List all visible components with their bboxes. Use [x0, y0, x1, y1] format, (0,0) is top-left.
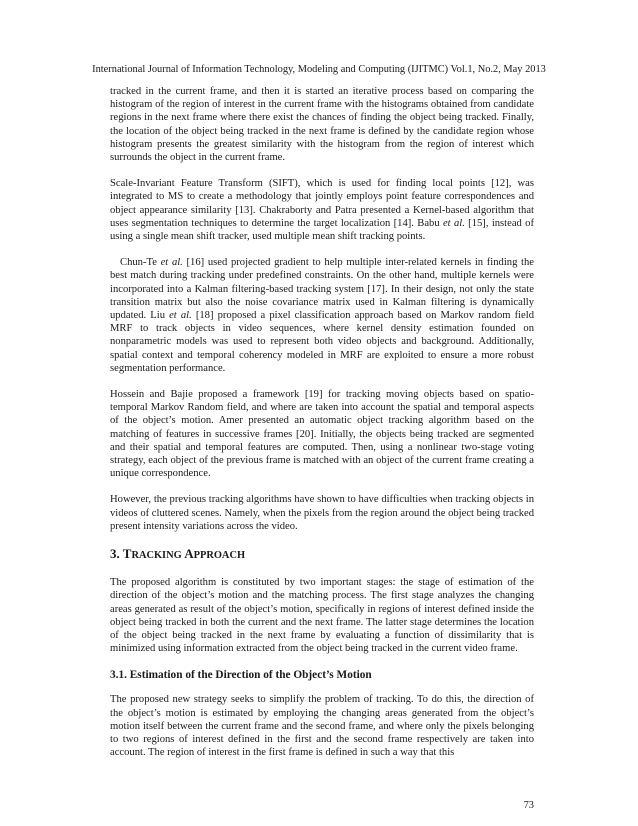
paragraph-2-text-b: [15], instead of using a single mean shift tracker, used multiple mean shift tracking points.	[110, 217, 534, 243]
section-heading	[110, 546, 534, 564]
paragraph-3	[110, 256, 534, 375]
running-header: International Journal of Information Technology, Modeling and Computing (IJITMC) Vol.1, No.2, May 2013	[92, 64, 546, 75]
paragraph-1: tracked in the current frame, and then it is started an iterative process based on comparing the histogram of the region of interest in the current frame with the histograms obtained from candidate regions in the next frame where there exist the chances of finding the object being tracked. Finally, the location of the object being tracked in the next frame is defined by the candidate region whose histogram presents the greatest similarity with the histogram from the region of interest which surrounds the object in the current frame.	[110, 86, 534, 164]
section-title-part: T	[122, 546, 132, 562]
paragraph-7: The proposed new strategy seeks to simplify the problem of tracking. To do this, the direction of the object’s motion is estimated by employing the changing areas generated from the object’s motion itself between the current frame and the second frame, and where only the pixels belonging to two regions of interest defined in the first and the second frame respectively are taken into account. The region of interest in the first frame is defined in such a way that this	[110, 694, 534, 759]
paragraph-6: The proposed algorithm is constituted by two important stages: the stage of estimation of the direction of the object’s motion and the matching process. The first stage analyzes the changing areas generated as result of the object’s motion, specifically in regions of interest defined inside the object being tracked in both the current and the next frame. The latter stage determines the location of the object being tracked in the next frame by evaluating a function of dissimilarity that is minimized using information extracted from the object being tracked in the current video frame.	[110, 577, 534, 655]
et-al-citation: et al.	[160, 257, 183, 269]
page-number: 73	[523, 800, 534, 811]
paragraph-5: However, the previous tracking algorithms have shown to have difficulties when tracking objects in videos of cluttered scenes. Namely, when the pixels from the region around the object being tracked present intensity variations across the video.	[110, 494, 534, 532]
subsection-heading: 3.1. Estimation of the Direction of the Object’s Motion	[110, 669, 372, 682]
paragraph-2-text-a: Scale-Invariant Feature Transform (SIFT), which is used for finding local points [12], was integrated to MS to create a methodology that jointly employs point feature correspondences and object appearance similarity [13]. Chakraborty and Patra presented a Kernel-based algorithm that uses segmentation techniques to determine the target localization [14]. Babu	[110, 178, 534, 229]
body-text	[110, 85, 534, 772]
et-al-citation: et al.	[442, 217, 465, 229]
section-title-part: PPROACH	[193, 550, 246, 562]
section-number: 3.	[110, 546, 123, 562]
section-title-part: RACKING	[131, 550, 185, 562]
paragraph-2	[110, 177, 534, 243]
section-title-part: A	[184, 546, 194, 562]
paragraph-3-text-a: Chun-Te	[120, 257, 161, 269]
et-al-citation: et al.	[169, 310, 192, 322]
paragraph-3-text-c: [18] proposed a pixel classification approach based on Markov random field MRF to track objects in video sequences, where kernel density estimation founded on nonparametric models was used to represent both video objects and background. Additionally, spatial context and temporal coherency modeled in MRF are exploited to ensure a more robust segmentation performance.	[110, 310, 534, 374]
paragraph-4: Hossein and Bajie proposed a framework [19] for tracking moving objects based on spatio-temporal Markov Random field, and where are taken into account the spatial and temporal aspects of the object’s motion. Amer presented an automatic object tracking algorithm based on the matching of features in successive frames [20]. Initially, the objects being tracked are segmented and their spatial and temporal features are computed. Then, using a nonlinear two-stage voting strategy, each object of the previous frame is matched with an object of the current frame creating a unique correspondence.	[110, 389, 534, 480]
paragraph-3-text-b: [16] used projected gradient to help multiple inter-related kernels in finding the best match during tracking under predefined constraints. On the other hand, multiple kernels were incorporated into a Kalman filtering-based tracking system [17]. In their design, not only the state transition matrix but also the noise covariance matrix used in Kalman filtering is dynamically updated. Liu	[110, 257, 534, 322]
